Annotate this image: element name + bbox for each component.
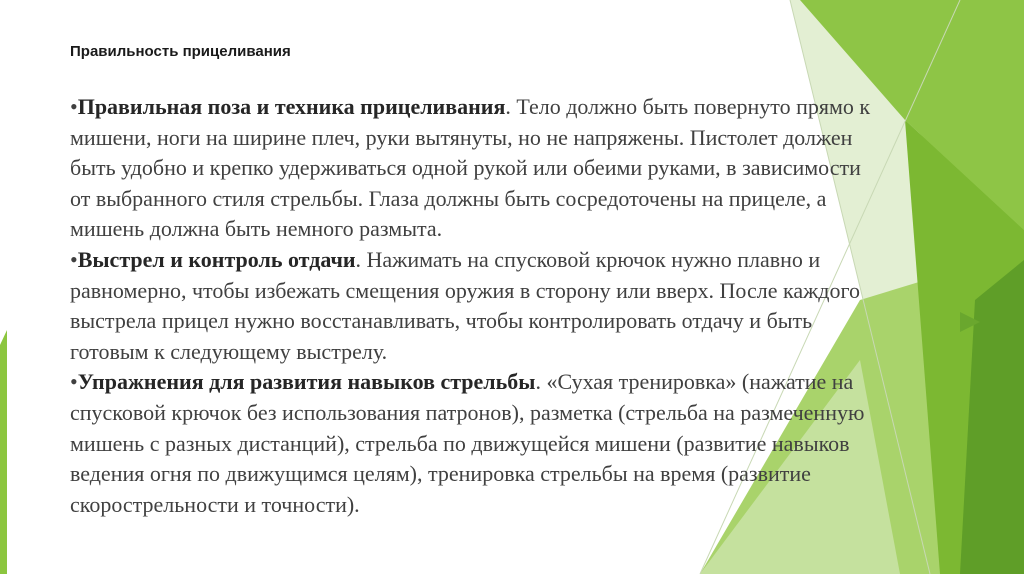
paragraph-text: . Нажимать на спусковой крючок нужно плавно и равномерно, чтобы избежать смещения оружия в сторону или вверх. После каждого выстрела прицел нужно восстанавливать, чтобы контролировать отдачу и быть готовым к следующему выстрелу. [70,246,860,364]
paragraph-recoil [70,245,885,367]
paragraph-heading: Выстрел и контроль отдачи [77,246,356,272]
paragraph-exercises [70,367,885,520]
paragraph-heading: Упражнения для развития навыков стрельбы [77,369,536,395]
paragraph-posture [70,92,885,245]
slide-title: Правильность прицеливания [70,43,291,60]
bullet: • [70,246,78,272]
paragraph-heading: Правильная поза и техника прицеливания [77,94,506,119]
paragraph-text: . «Сухая тренировка» (нажатие на спусковой крючок без использования патронов), разметка (стрельба на размеченную мишень с разных дистанций), стрельба по движущейся мишени (развитие навыков ведения огня по движущимся целям), тренировка стрельбы на время (развитие скорострельности и точности). [70,369,865,517]
bullet: • [70,94,78,119]
bullet: • [70,369,78,395]
slide-body [70,92,885,520]
left-green-strip [0,330,7,574]
paragraph-text: . Тело должно быть повернуто прямо к мишени, ноги на ширине плеч, руки вытянуты, но не напряжены. Пистолет должен быть удобно и крепко удерживаться одной рукой или обеими руками, в зависимости от выбранного стиля стрельбы. Глаза должны быть сосредоточены на прицеле, а мишень должна быть немного размыта. [70,94,871,242]
